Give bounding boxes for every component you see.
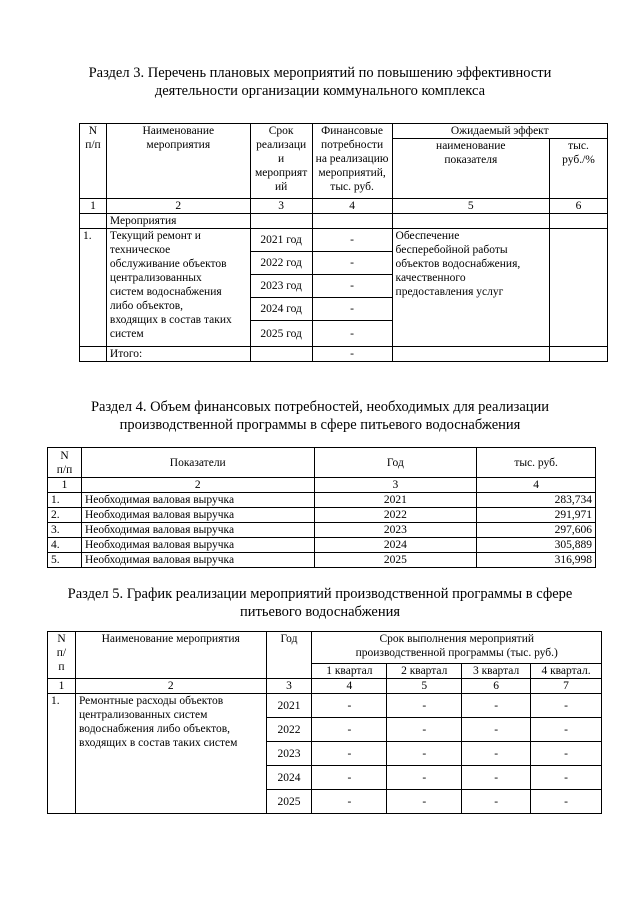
section4-heading-line2: производственной программы в сфере питьевого водоснабжения: [119, 417, 521, 433]
row-q4: -: [531, 790, 602, 814]
section3-heading: [0, 64, 640, 100]
section3-table: [79, 123, 608, 362]
row-amount: 305,889: [477, 538, 596, 553]
col-number: 4: [312, 199, 392, 214]
section4-heading: [0, 398, 640, 434]
table-row: [48, 508, 596, 523]
table-row: [48, 523, 596, 538]
row-q4: -: [531, 742, 602, 766]
amount-cell: -: [312, 252, 392, 275]
header-num: N п/ п: [48, 632, 76, 679]
row-name: Необходимая валовая выручка: [81, 493, 314, 508]
section5-heading-line2: питьевого водоснабжения: [239, 604, 401, 620]
header-effect: Ожидаемый эффект: [392, 124, 607, 139]
row-q2: -: [387, 694, 462, 718]
row-year: 2024: [314, 538, 477, 553]
header-name: Наименование мероприятия: [106, 124, 250, 199]
row-q1: -: [312, 718, 387, 742]
row-year: 2023: [266, 742, 312, 766]
header-q1: 1 квартал: [312, 664, 387, 679]
item-name: Ремонтные расходы объектов централизованных систем водоснабжения либо объектов, входящих в состав таких систем: [75, 694, 266, 814]
table-row: [48, 493, 596, 508]
section4-heading-line1: Раздел 4. Объем финансовых потребностей, необходимых для реализации: [90, 399, 550, 415]
effect-text: Обеспечение бесперебойной работы объектов водоснабжения, качественного предоставления услуг: [392, 229, 550, 347]
total-label: Итого:: [106, 347, 250, 362]
row-year: 2022: [314, 508, 477, 523]
col-number: 1: [48, 478, 82, 493]
row-year: 2023: [314, 523, 477, 538]
section5-heading-line1: Раздел 5. График реализации мероприятий производственной программы в сфере: [67, 586, 573, 602]
row-q3: -: [462, 694, 531, 718]
row-q2: -: [387, 766, 462, 790]
row-q2: -: [387, 742, 462, 766]
col-number: 4: [312, 679, 387, 694]
row-q3: -: [462, 766, 531, 790]
row-year: 2024: [266, 766, 312, 790]
section3-heading-line1: Раздел 3. Перечень плановых мероприятий по повышению эффективности: [88, 65, 552, 81]
year-cell: 2024 год: [250, 298, 312, 321]
header-finance: Финансовые потребности на реализацию мероприятий, тыс. руб.: [312, 124, 392, 199]
col-number: 1: [48, 679, 76, 694]
col-number: 6: [462, 679, 531, 694]
header-term: Срок реализаци и мероприят ий: [250, 124, 312, 199]
row-q3: -: [462, 790, 531, 814]
row-q4: -: [531, 766, 602, 790]
row-year: 2021: [314, 493, 477, 508]
col-number: 7: [531, 679, 602, 694]
header-q3: 3 квартал: [462, 664, 531, 679]
row-num: 1.: [48, 493, 82, 508]
header-num: N п/п: [48, 448, 82, 478]
year-cell: 2023 год: [250, 275, 312, 298]
year-cell: 2021 год: [250, 229, 312, 252]
row-num: 4.: [48, 538, 82, 553]
group-label: Мероприятия: [106, 214, 250, 229]
amount-cell: -: [312, 298, 392, 321]
row-amount: 291,971: [477, 508, 596, 523]
table-row: [48, 538, 596, 553]
row-year: 2025: [314, 553, 477, 568]
section3-heading-line2: деятельности организации коммунального комплекса: [154, 83, 486, 99]
row-amount: 283,734: [477, 493, 596, 508]
row-name: Необходимая валовая выручка: [81, 538, 314, 553]
row-q2: -: [387, 790, 462, 814]
row-num: 2.: [48, 508, 82, 523]
row-q1: -: [312, 790, 387, 814]
header-q2: 2 квартал: [387, 664, 462, 679]
row-num: 5.: [48, 553, 82, 568]
row-q1: -: [312, 766, 387, 790]
header-year: Год: [266, 632, 312, 679]
col-number: 4: [477, 478, 596, 493]
header-year: Год: [314, 448, 477, 478]
table-row: [48, 694, 602, 718]
table-row: [48, 553, 596, 568]
row-name: Необходимая валовая выручка: [81, 553, 314, 568]
col-number: 3: [250, 199, 312, 214]
section5-table: [47, 631, 602, 814]
row-year: 2022: [266, 718, 312, 742]
col-number: 5: [392, 199, 550, 214]
col-number: 1: [80, 199, 107, 214]
item-name: Текущий ремонт и техническое обслуживание объектов централизованных систем водоснабжения либо объектов, входящих в состав таких систем: [106, 229, 250, 347]
header-name: Наименование мероприятия: [75, 632, 266, 679]
header-indicator: наименование показателя: [392, 139, 550, 199]
header-num: N п/п: [80, 124, 107, 199]
row-name: Необходимая валовая выручка: [81, 508, 314, 523]
header-indicators: Показатели: [81, 448, 314, 478]
row-year: 2025: [266, 790, 312, 814]
row-num: 3.: [48, 523, 82, 538]
col-number: 6: [550, 199, 608, 214]
item-num: 1.: [80, 229, 107, 347]
row-q4: -: [531, 694, 602, 718]
total-amount: -: [312, 347, 392, 362]
row-amount: 316,998: [477, 553, 596, 568]
row-year: 2021: [266, 694, 312, 718]
col-number: 2: [106, 199, 250, 214]
row-amount: 297,606: [477, 523, 596, 538]
header-amount: тыс. руб.: [477, 448, 596, 478]
col-number: 2: [75, 679, 266, 694]
section5-heading: [0, 585, 640, 621]
col-number: 5: [387, 679, 462, 694]
year-cell: 2025 год: [250, 321, 312, 347]
row-name: Необходимая валовая выручка: [81, 523, 314, 538]
row-q3: -: [462, 742, 531, 766]
header-q4: 4 квартал.: [531, 664, 602, 679]
amount-cell: -: [312, 321, 392, 347]
amount-cell: -: [312, 275, 392, 298]
col-number: 3: [314, 478, 477, 493]
header-term: Срок выполнения мероприятий производственной программы (тыс. руб.): [312, 632, 602, 664]
year-cell: 2022 год: [250, 252, 312, 275]
col-number: 3: [266, 679, 312, 694]
row-q1: -: [312, 742, 387, 766]
amount-cell: -: [312, 229, 392, 252]
header-unit: тыс. руб./%: [550, 139, 608, 199]
row-q2: -: [387, 718, 462, 742]
col-number: 2: [81, 478, 314, 493]
section4-table: [47, 447, 596, 568]
row-q4: -: [531, 718, 602, 742]
row-q1: -: [312, 694, 387, 718]
row-q3: -: [462, 718, 531, 742]
item-num: 1.: [48, 694, 76, 814]
